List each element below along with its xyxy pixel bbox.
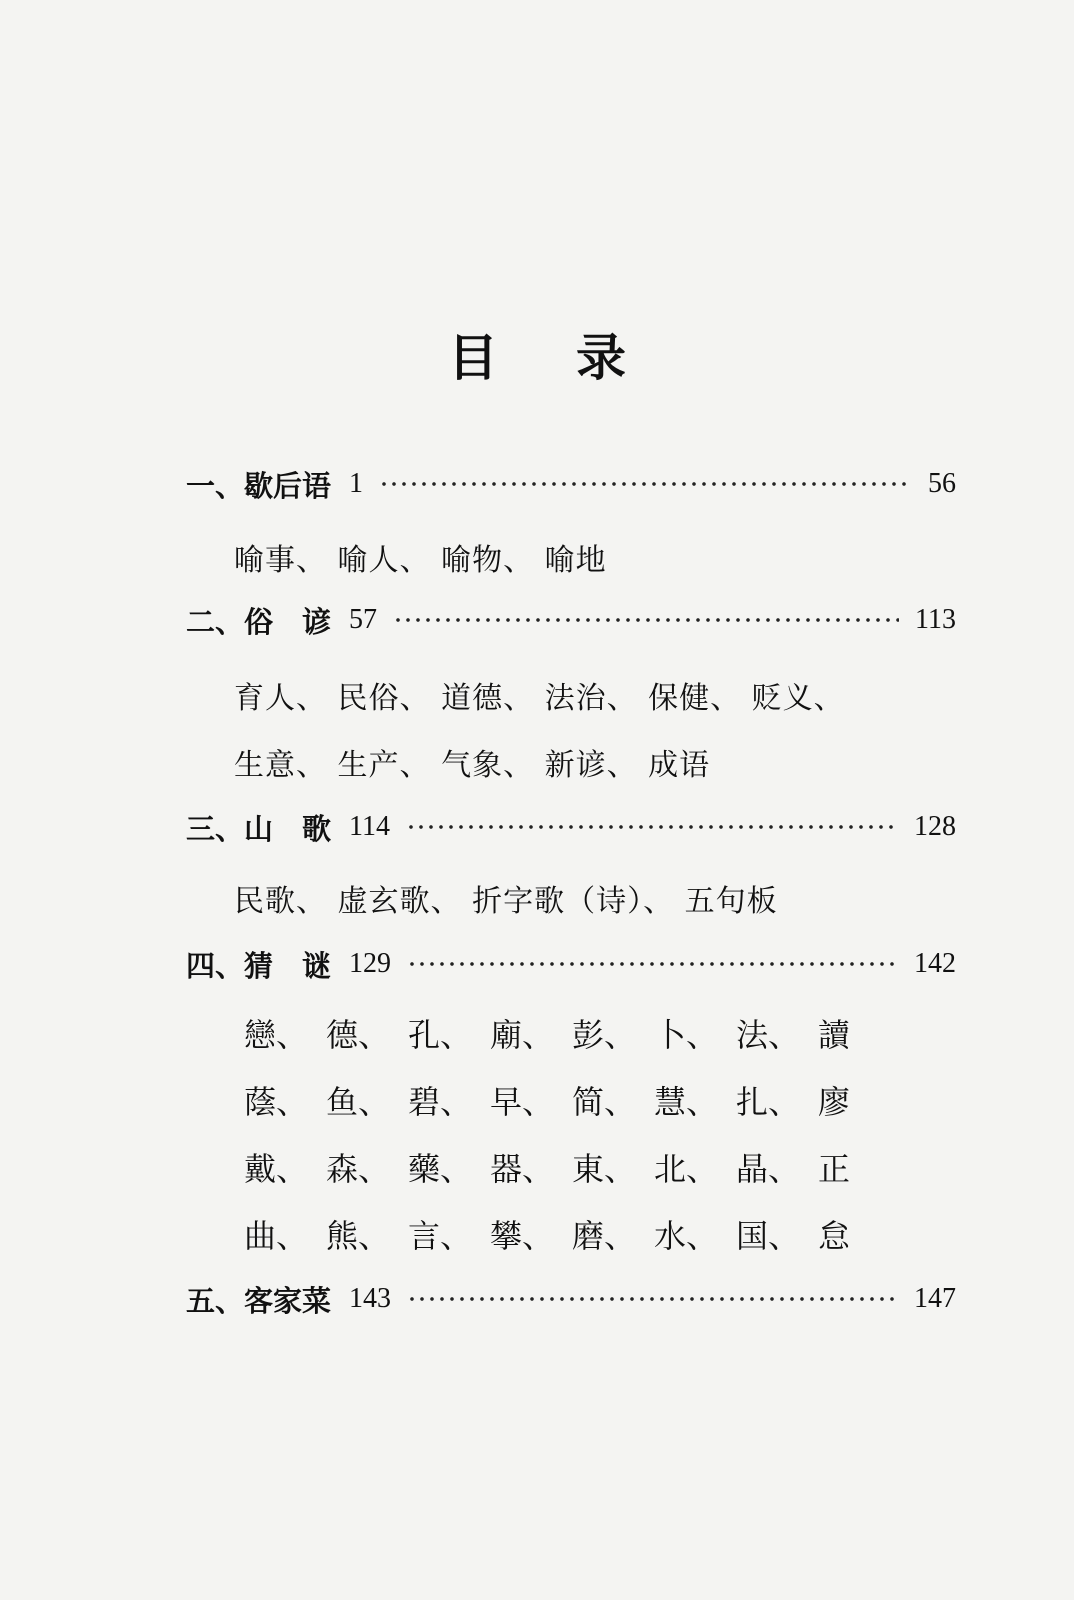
subtopics-line: 民歌、 虚玄歌、 折字歌（诗）、 五句板 (234, 884, 778, 919)
start-page: 114 (349, 811, 390, 842)
riddle-char: 廖 (818, 1083, 851, 1121)
riddle-char: 怠 (818, 1217, 851, 1255)
riddle-char: 東、 (572, 1150, 637, 1188)
riddle-row (244, 1144, 900, 1190)
riddle-char: 言、 (408, 1217, 473, 1255)
toc-entry-4 (186, 942, 956, 986)
riddle-char: 德、 (326, 1016, 391, 1054)
riddle-char: 碧、 (408, 1083, 473, 1121)
riddle-char: 卜、 (654, 1016, 719, 1054)
end-page: 113 (915, 604, 956, 635)
riddle-char: 熊、 (326, 1217, 391, 1255)
end-page: 142 (914, 948, 956, 979)
riddle-char: 藥、 (408, 1150, 473, 1188)
riddle-char: 扎、 (736, 1083, 801, 1121)
start-page: 57 (349, 604, 378, 635)
end-page: 128 (914, 811, 956, 842)
end-page: 147 (914, 1283, 956, 1314)
dot-leader (407, 961, 898, 967)
dot-leader (379, 481, 912, 487)
riddle-char: 森、 (326, 1150, 391, 1188)
riddle-char: 早、 (490, 1083, 555, 1121)
page-title (0, 318, 1074, 390)
riddle-char: 简、 (572, 1083, 637, 1121)
riddle-char: 国、 (736, 1217, 801, 1255)
section-heading: 四、猜 谜 (186, 948, 332, 983)
riddle-char: 慧、 (654, 1083, 719, 1121)
start-page: 129 (349, 948, 392, 979)
section-heading: 五、客家菜 (186, 1283, 332, 1318)
riddle-char: 彭、 (572, 1016, 637, 1054)
section-heading: 一、歇后语 (186, 468, 332, 503)
riddle-char: 水、 (654, 1217, 719, 1255)
riddle-char: 器、 (490, 1150, 555, 1188)
subtopics-line: 喻事、 喻人、 喻物、 喻地 (234, 543, 607, 578)
section-heading: 三、山 歌 (186, 811, 332, 846)
riddle-char: 戴、 (244, 1150, 309, 1188)
riddle-char: 北、 (654, 1150, 719, 1188)
riddle-row (244, 1077, 900, 1123)
toc-entry-5 (186, 1277, 956, 1321)
riddle-char: 正 (818, 1150, 851, 1188)
title-char-1: 目 (448, 328, 498, 387)
subtopics-line: 生意、 生产、 气象、 新谚、 成语 (234, 748, 711, 783)
riddle-row (244, 1010, 900, 1056)
riddle-char: 曲、 (244, 1217, 309, 1255)
riddle-char: 鱼、 (326, 1083, 391, 1121)
riddle-char: 廟、 (490, 1016, 555, 1054)
riddle-char: 蔭、 (244, 1083, 309, 1121)
dot-leader (406, 824, 898, 830)
riddle-char: 讀 (818, 1016, 851, 1054)
end-page: 56 (928, 468, 956, 499)
start-page: 1 (349, 468, 364, 499)
riddle-char: 晶、 (736, 1150, 801, 1188)
riddle-char: 孔、 (408, 1016, 473, 1054)
toc-entry-1 (186, 462, 956, 506)
dot-leader (407, 1296, 898, 1302)
subtopics-line: 育人、 民俗、 道德、 法治、 保健、 贬义、 (234, 681, 845, 716)
toc-entry-2 (186, 598, 956, 642)
riddle-char: 磨、 (572, 1217, 637, 1255)
toc-entry-3 (186, 805, 956, 849)
title-char-2: 录 (576, 328, 626, 387)
start-page: 143 (349, 1283, 392, 1314)
riddle-char: 戀、 (244, 1016, 309, 1054)
riddle-char: 攀、 (490, 1217, 555, 1255)
riddle-char: 法、 (736, 1016, 801, 1054)
dot-leader (393, 617, 899, 623)
section-heading: 二、俗 谚 (186, 604, 332, 639)
riddle-row (244, 1211, 900, 1257)
